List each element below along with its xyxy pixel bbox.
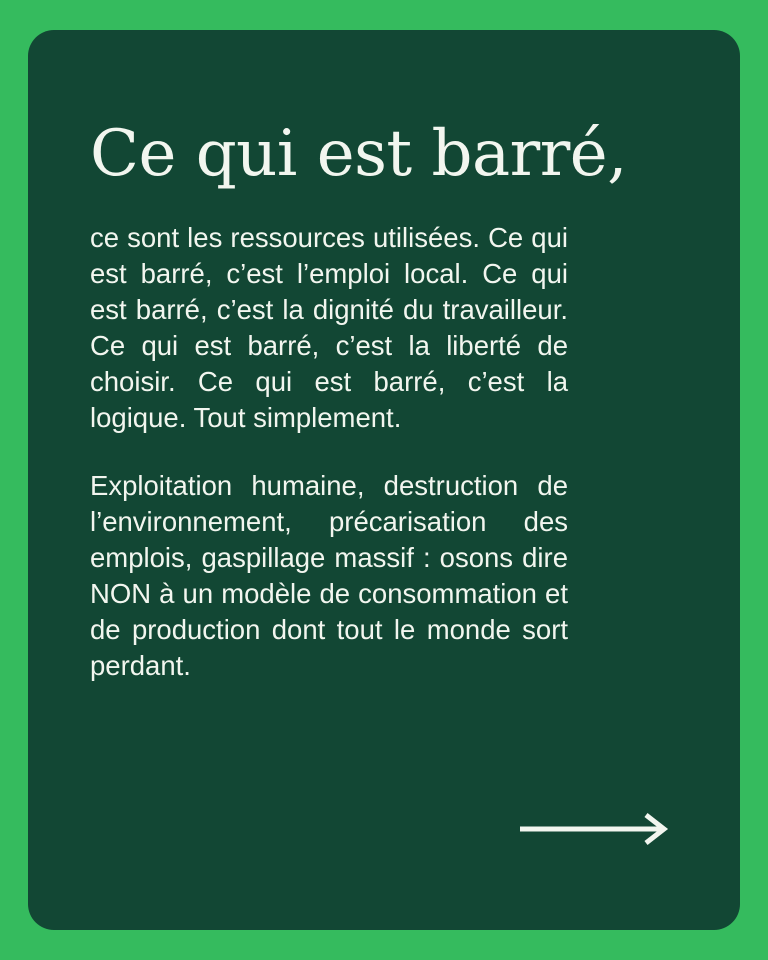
content-spacer [90,684,678,812]
body-paragraph-1: ce sont les ressources utilisées. Ce qui est barré, c’est l’emploi local. Ce qui est barré, c’est la dignité du travailleur. Ce qui est barré, c’est la liberté de choisir. Ce qui est barré, c’est la logique. Tout simplement. [90,222,568,434]
arrow-right-icon [518,812,670,846]
body-paragraph-2: Exploitation humaine, destruction de l’environnement, précarisation des emplois, gaspillage massif : osons dire NON à un modèle de consommation et de production dont tout le monde sort perdant. [90,470,568,682]
slide-card [28,30,740,930]
next-slide-button[interactable] [90,812,678,890]
page-title: Ce qui est barré, [90,117,627,191]
